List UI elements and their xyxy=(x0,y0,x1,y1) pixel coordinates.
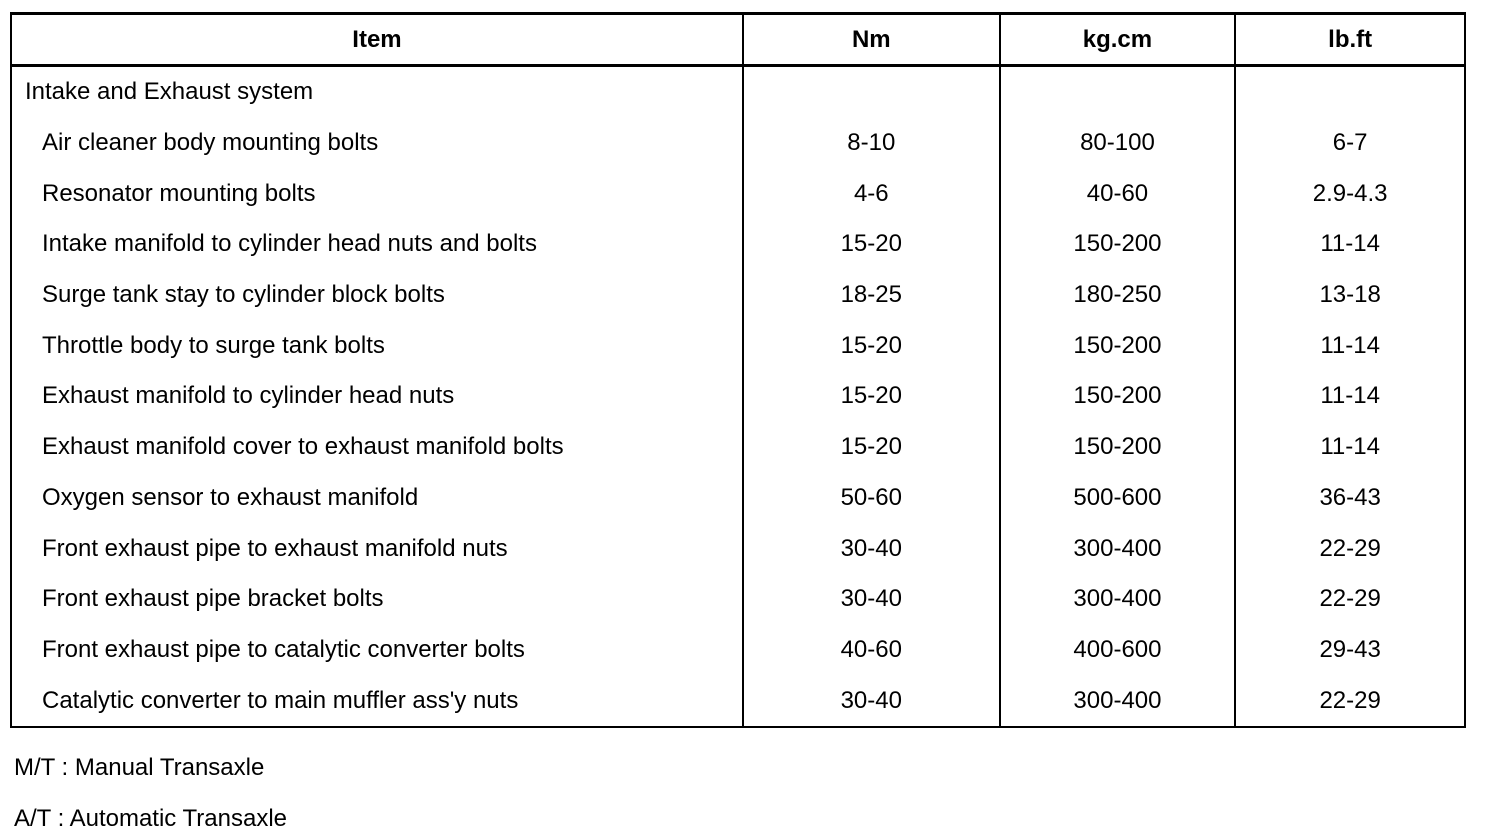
kgcm-cell: 300-400 xyxy=(1000,675,1236,727)
table-row xyxy=(11,523,1465,574)
header-nm: Nm xyxy=(743,14,1000,66)
table-row xyxy=(11,270,1465,321)
table-row xyxy=(11,574,1465,625)
table-row xyxy=(11,219,1465,270)
lbft-cell: 6-7 xyxy=(1235,118,1465,169)
kgcm-cell: 300-400 xyxy=(1000,574,1236,625)
lbft-cell: 11-14 xyxy=(1235,320,1465,371)
nm-cell: 30-40 xyxy=(743,574,1000,625)
nm-cell: 8-10 xyxy=(743,118,1000,169)
group-label: Intake and Exhaust system xyxy=(11,66,743,118)
item-cell: Exhaust manifold to cylinder head nuts xyxy=(11,371,743,422)
kgcm-cell: 150-200 xyxy=(1000,320,1236,371)
item-cell: Air cleaner body mounting bolts xyxy=(11,118,743,169)
nm-cell: 30-40 xyxy=(743,675,1000,727)
kgcm-cell: 40-60 xyxy=(1000,168,1236,219)
item-cell: Throttle body to surge tank bolts xyxy=(11,320,743,371)
item-cell: Resonator mounting bolts xyxy=(11,168,743,219)
lbft-cell: 11-14 xyxy=(1235,371,1465,422)
nm-cell: 18-25 xyxy=(743,270,1000,321)
nm-cell: 15-20 xyxy=(743,422,1000,473)
table-header-row xyxy=(11,14,1465,66)
item-cell: Front exhaust pipe bracket bolts xyxy=(11,574,743,625)
kgcm-cell: 150-200 xyxy=(1000,219,1236,270)
table-row xyxy=(11,473,1465,524)
lbft-cell: 36-43 xyxy=(1235,473,1465,524)
table-row xyxy=(11,118,1465,169)
lbft-cell: 11-14 xyxy=(1235,422,1465,473)
nm-cell: 50-60 xyxy=(743,473,1000,524)
table-row xyxy=(11,675,1465,727)
kgcm-cell: 500-600 xyxy=(1000,473,1236,524)
kgcm-cell: 300-400 xyxy=(1000,523,1236,574)
empty-cell xyxy=(1000,66,1236,118)
empty-cell xyxy=(743,66,1000,118)
kgcm-cell: 150-200 xyxy=(1000,422,1236,473)
table-row xyxy=(11,371,1465,422)
item-cell: Surge tank stay to cylinder block bolts xyxy=(11,270,743,321)
lbft-cell: 22-29 xyxy=(1235,523,1465,574)
item-cell: Oxygen sensor to exhaust manifold xyxy=(11,473,743,524)
kgcm-cell: 80-100 xyxy=(1000,118,1236,169)
item-cell: Front exhaust pipe to exhaust manifold nuts xyxy=(11,523,743,574)
footnote-at: A/T : Automatic Transaxle xyxy=(14,805,288,832)
torque-spec-table xyxy=(10,12,1466,728)
nm-cell: 40-60 xyxy=(743,625,1000,676)
nm-cell: 4-6 xyxy=(743,168,1000,219)
header-item: Item xyxy=(11,14,743,66)
nm-cell: 15-20 xyxy=(743,371,1000,422)
kgcm-cell: 400-600 xyxy=(1000,625,1236,676)
table-row xyxy=(11,320,1465,371)
nm-cell: 15-20 xyxy=(743,219,1000,270)
empty-cell xyxy=(1235,66,1465,118)
lbft-cell: 2.9-4.3 xyxy=(1235,168,1465,219)
kgcm-cell: 180-250 xyxy=(1000,270,1236,321)
group-row xyxy=(11,66,1465,118)
lbft-cell: 22-29 xyxy=(1235,574,1465,625)
item-cell: Intake manifold to cylinder head nuts and bolts xyxy=(11,219,743,270)
nm-cell: 30-40 xyxy=(743,523,1000,574)
table-row xyxy=(11,168,1465,219)
lbft-cell: 22-29 xyxy=(1235,675,1465,727)
table-row xyxy=(11,422,1465,473)
lbft-cell: 11-14 xyxy=(1235,219,1465,270)
item-cell: Front exhaust pipe to catalytic converter bolts xyxy=(11,625,743,676)
item-cell: Catalytic converter to main muffler ass'y nuts xyxy=(11,675,743,727)
item-cell: Exhaust manifold cover to exhaust manifold bolts xyxy=(11,422,743,473)
kgcm-cell: 150-200 xyxy=(1000,371,1236,422)
table-row xyxy=(11,625,1465,676)
lbft-cell: 13-18 xyxy=(1235,270,1465,321)
lbft-cell: 29-43 xyxy=(1235,625,1465,676)
footnote-mt: M/T : Manual Transaxle xyxy=(14,754,265,781)
header-lbft: lb.ft xyxy=(1235,14,1465,66)
header-kgcm: kg.cm xyxy=(1000,14,1236,66)
nm-cell: 15-20 xyxy=(743,320,1000,371)
